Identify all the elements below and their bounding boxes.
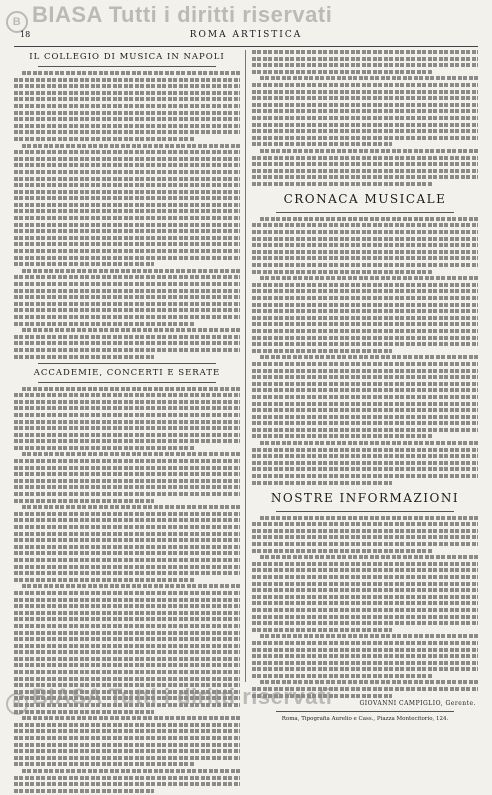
page-number: 18 (20, 30, 31, 39)
biasa-logo-icon: B (6, 11, 28, 33)
watermark-top (6, 2, 332, 33)
title-rule (38, 66, 216, 67)
column-divider (245, 50, 246, 682)
printer-imprint: Roma, Tipografia Aurelio e Cass., Piazza Montecitorio, 124. (281, 716, 449, 723)
article-body-cronaca (252, 217, 478, 485)
watermark-bottom (6, 684, 332, 715)
biasa-logo-icon: B (6, 693, 28, 715)
article-body-continued (252, 50, 478, 186)
section-title-conservatorio: IL COLLEGIO DI MUSICA IN NAPOLI (29, 52, 225, 62)
page-header (14, 30, 478, 47)
article-body-conservatorio (14, 71, 240, 359)
section-title-cronaca: CRONACA MUSICALE (283, 191, 447, 206)
right-column (252, 50, 478, 722)
section-title-informazioni: NOSTRE INFORMAZIONI (270, 490, 460, 505)
section-title-accademie: ACCADEMIE, CONCERTI E SERATE (33, 367, 221, 378)
title-rule (276, 212, 454, 213)
title-rule (276, 511, 454, 512)
journal-title: ROMA ARTISTICA (189, 30, 303, 40)
article-body-informazioni (252, 516, 478, 698)
editor-signature: GIOVANNI CAMPIGLIO, Gerente. (359, 700, 476, 708)
section-rule (38, 363, 216, 364)
watermark-text: BIASA Tutti i diritti riservati (32, 684, 333, 709)
title-rule (38, 382, 216, 383)
watermark-text: BIASA Tutti i diritti riservati (32, 2, 333, 27)
article-body-accademie (14, 387, 240, 793)
